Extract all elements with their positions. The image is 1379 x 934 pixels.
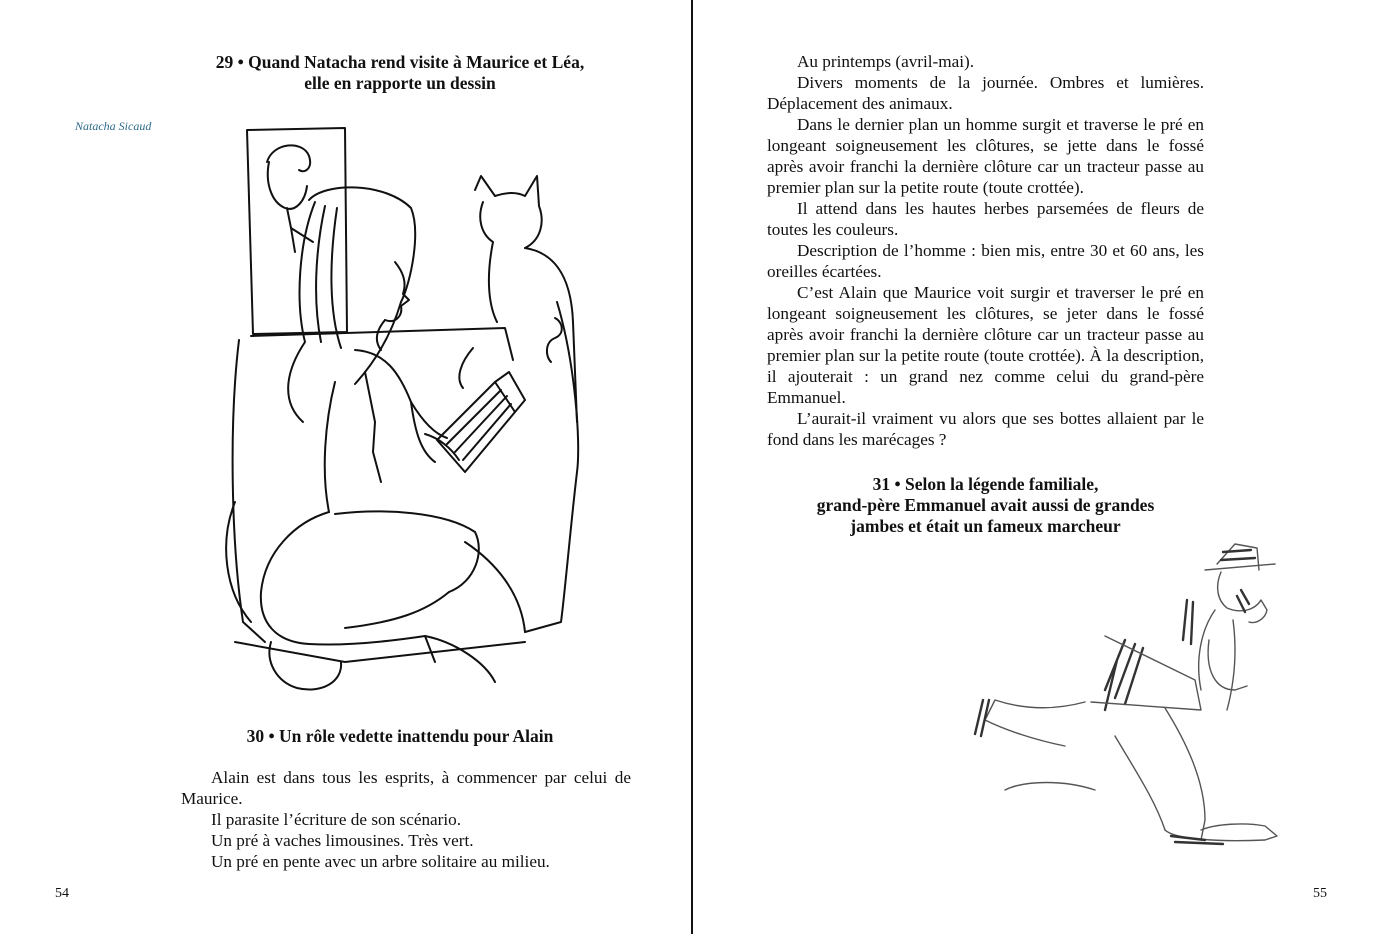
heading-29 bbox=[150, 52, 650, 94]
paragraph: Alain est dans tous les esprits, à commencer par celui de Maurice. bbox=[181, 768, 631, 808]
paragraph: L’aurait-il vraiment vu alors que ses bottes allaient par le fond dans les marécages ? bbox=[767, 409, 1204, 449]
illustration-woman-reading bbox=[225, 122, 595, 697]
paragraph: Un pré en pente avec un arbre solitaire au milieu. bbox=[211, 852, 550, 871]
paragraph: Il parasite l’écriture de son scénario. bbox=[211, 810, 462, 829]
paragraph: Description de l’homme : bien mis, entre 30 et 60 ans, les oreilles écartées. bbox=[767, 241, 1204, 281]
paragraph: Dans le dernier plan un homme surgit et traverse le pré en longeant soigneusement les clôtures, se jette dans le fossé après avoir franchi la dernière clôture car un tracteur passe au premier plan sur la petite route (toute crottée). bbox=[767, 115, 1204, 197]
heading-29-line2: elle en rapporte un dessin bbox=[304, 73, 496, 93]
right-page bbox=[695, 0, 1379, 934]
paragraph: Un pré à vaches limousines. Très vert. bbox=[211, 831, 474, 850]
paragraph: Divers moments de la journée. Ombres et lumières. Déplacement des animaux. bbox=[767, 73, 1204, 113]
paragraph: Il attend dans les hautes herbes parsemées de fleurs de toutes les couleurs. bbox=[767, 199, 1204, 239]
heading-30: 30 • Un rôle vedette inattendu pour Alain bbox=[246, 726, 554, 746]
heading-31-line3: jambes et était un fameux marcheur bbox=[850, 516, 1121, 536]
illustration-credit: Natacha Sicaud bbox=[75, 119, 152, 133]
heading-31-line1: 31 • Selon la légende familiale, bbox=[872, 474, 1099, 494]
paragraph: Au printemps (avril-mai). bbox=[797, 52, 975, 71]
illustration-walking-man bbox=[965, 540, 1295, 880]
heading-29-line1: 29 • Quand Natacha rend visite à Maurice et Léa, bbox=[215, 52, 585, 72]
heading-31 bbox=[767, 474, 1204, 537]
heading-31-line2: grand-père Emmanuel avait aussi de grandes bbox=[816, 495, 1155, 515]
page-number-left: 54 bbox=[55, 886, 69, 901]
left-body-text bbox=[181, 767, 631, 872]
page-number-right: 55 bbox=[1313, 886, 1327, 901]
right-body-text bbox=[767, 51, 1204, 450]
paragraph: C’est Alain que Maurice voit surgir et traverser le pré en longeant soigneusement les clôtures, se jeter dans le fossé après avoir franchi la dernière clôture car un tracteur passe au premier plan sur la petite route (toute crottée). À la description, il ajouterait : un grand nez comme celui du grand-père Emmanuel. bbox=[767, 283, 1204, 407]
